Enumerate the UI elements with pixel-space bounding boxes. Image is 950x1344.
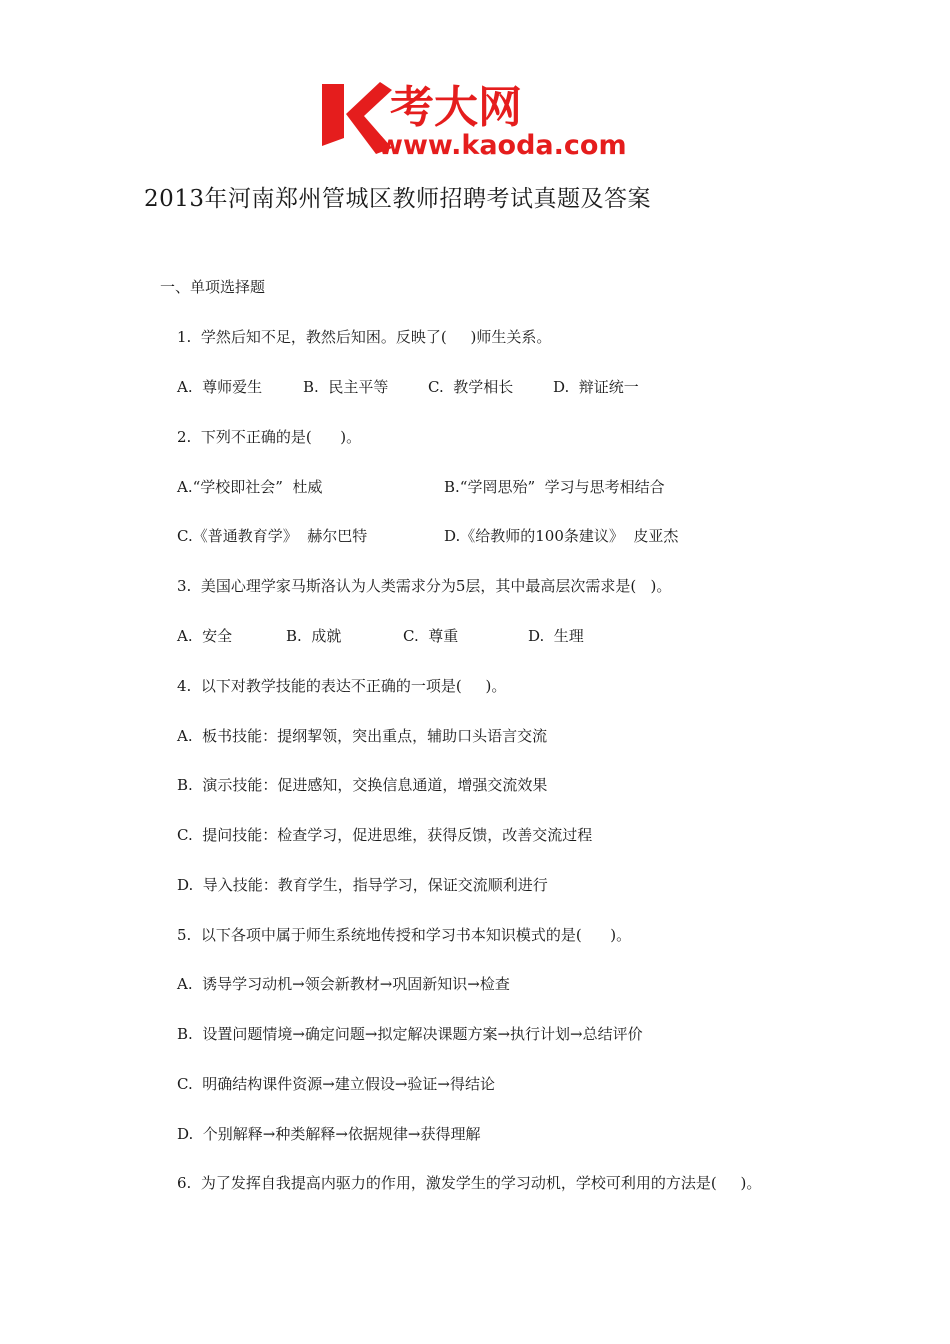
question-stem: 1. 学然后知不足，教然后知困。反映了( )师生关系。 (177, 328, 552, 346)
option: B. 民主平等 (303, 378, 389, 396)
option: B. 成就 (286, 627, 342, 645)
option: A. 安全 (177, 627, 233, 645)
question-stem: 4. 以下对教学技能的表达不正确的一项是( )。 (177, 677, 507, 695)
option: D. 导入技能：教育学生，指导学习，保证交流顺利进行 (177, 876, 548, 894)
option: C.《普通教育学》 赫尔巴特 (177, 527, 368, 545)
logo-brand-text: 考大网 (390, 82, 522, 133)
option: B. 演示技能：促进感知，交换信息通道，增强交流效果 (177, 776, 548, 794)
option: A. 尊师爱生 (177, 378, 263, 396)
option: C. 教学相长 (428, 378, 514, 396)
option: C. 提问技能：检查学习，促进思维，获得反馈，改善交流过程 (177, 826, 593, 844)
option: B.“学罔思殆” 学习与思考相结合 (444, 478, 665, 496)
section-heading: 一、单项选择题 (160, 278, 266, 296)
option: A. 板书技能：提纲挈领，突出重点，辅助口头语言交流 (177, 727, 548, 745)
option: D. 辩证统一 (553, 378, 639, 396)
option: A.“学校即社会” 杜威 (177, 478, 323, 496)
option: D.《给教师的100条建议》 皮亚杰 (444, 527, 679, 545)
question-stem: 2. 下列不正确的是( )。 (177, 428, 362, 446)
option: C. 明确结构课件资源→建立假设→验证→得结论 (177, 1075, 495, 1093)
page-title: 2013年河南郑州管城区教师招聘考试真题及答案 (144, 186, 652, 212)
option: B. 设置问题情境→确定问题→拟定解决课题方案→执行计划→总结评价 (177, 1025, 643, 1043)
question-stem: 3. 美国心理学家马斯洛认为人类需求分为5层，其中最高层次需求是( )。 (177, 577, 672, 595)
option: D. 个别解释→种类解释→依据规律→获得理解 (177, 1125, 481, 1143)
option: C. 尊重 (403, 627, 459, 645)
option: A. 诱导学习动机→领会新教材→巩固新知识→检查 (177, 975, 510, 993)
option: D. 生理 (528, 627, 584, 645)
question-stem: 6. 为了发挥自我提高内驱力的作用，激发学生的学习动机，学校可利用的方法是( )。 (177, 1174, 762, 1192)
kaoda-logo (318, 78, 638, 158)
logo-url-text: www.kaoda.com (378, 130, 627, 158)
question-stem: 5. 以下各项中属于师生系统地传授和学习书本知识模式的是( )。 (177, 926, 632, 944)
